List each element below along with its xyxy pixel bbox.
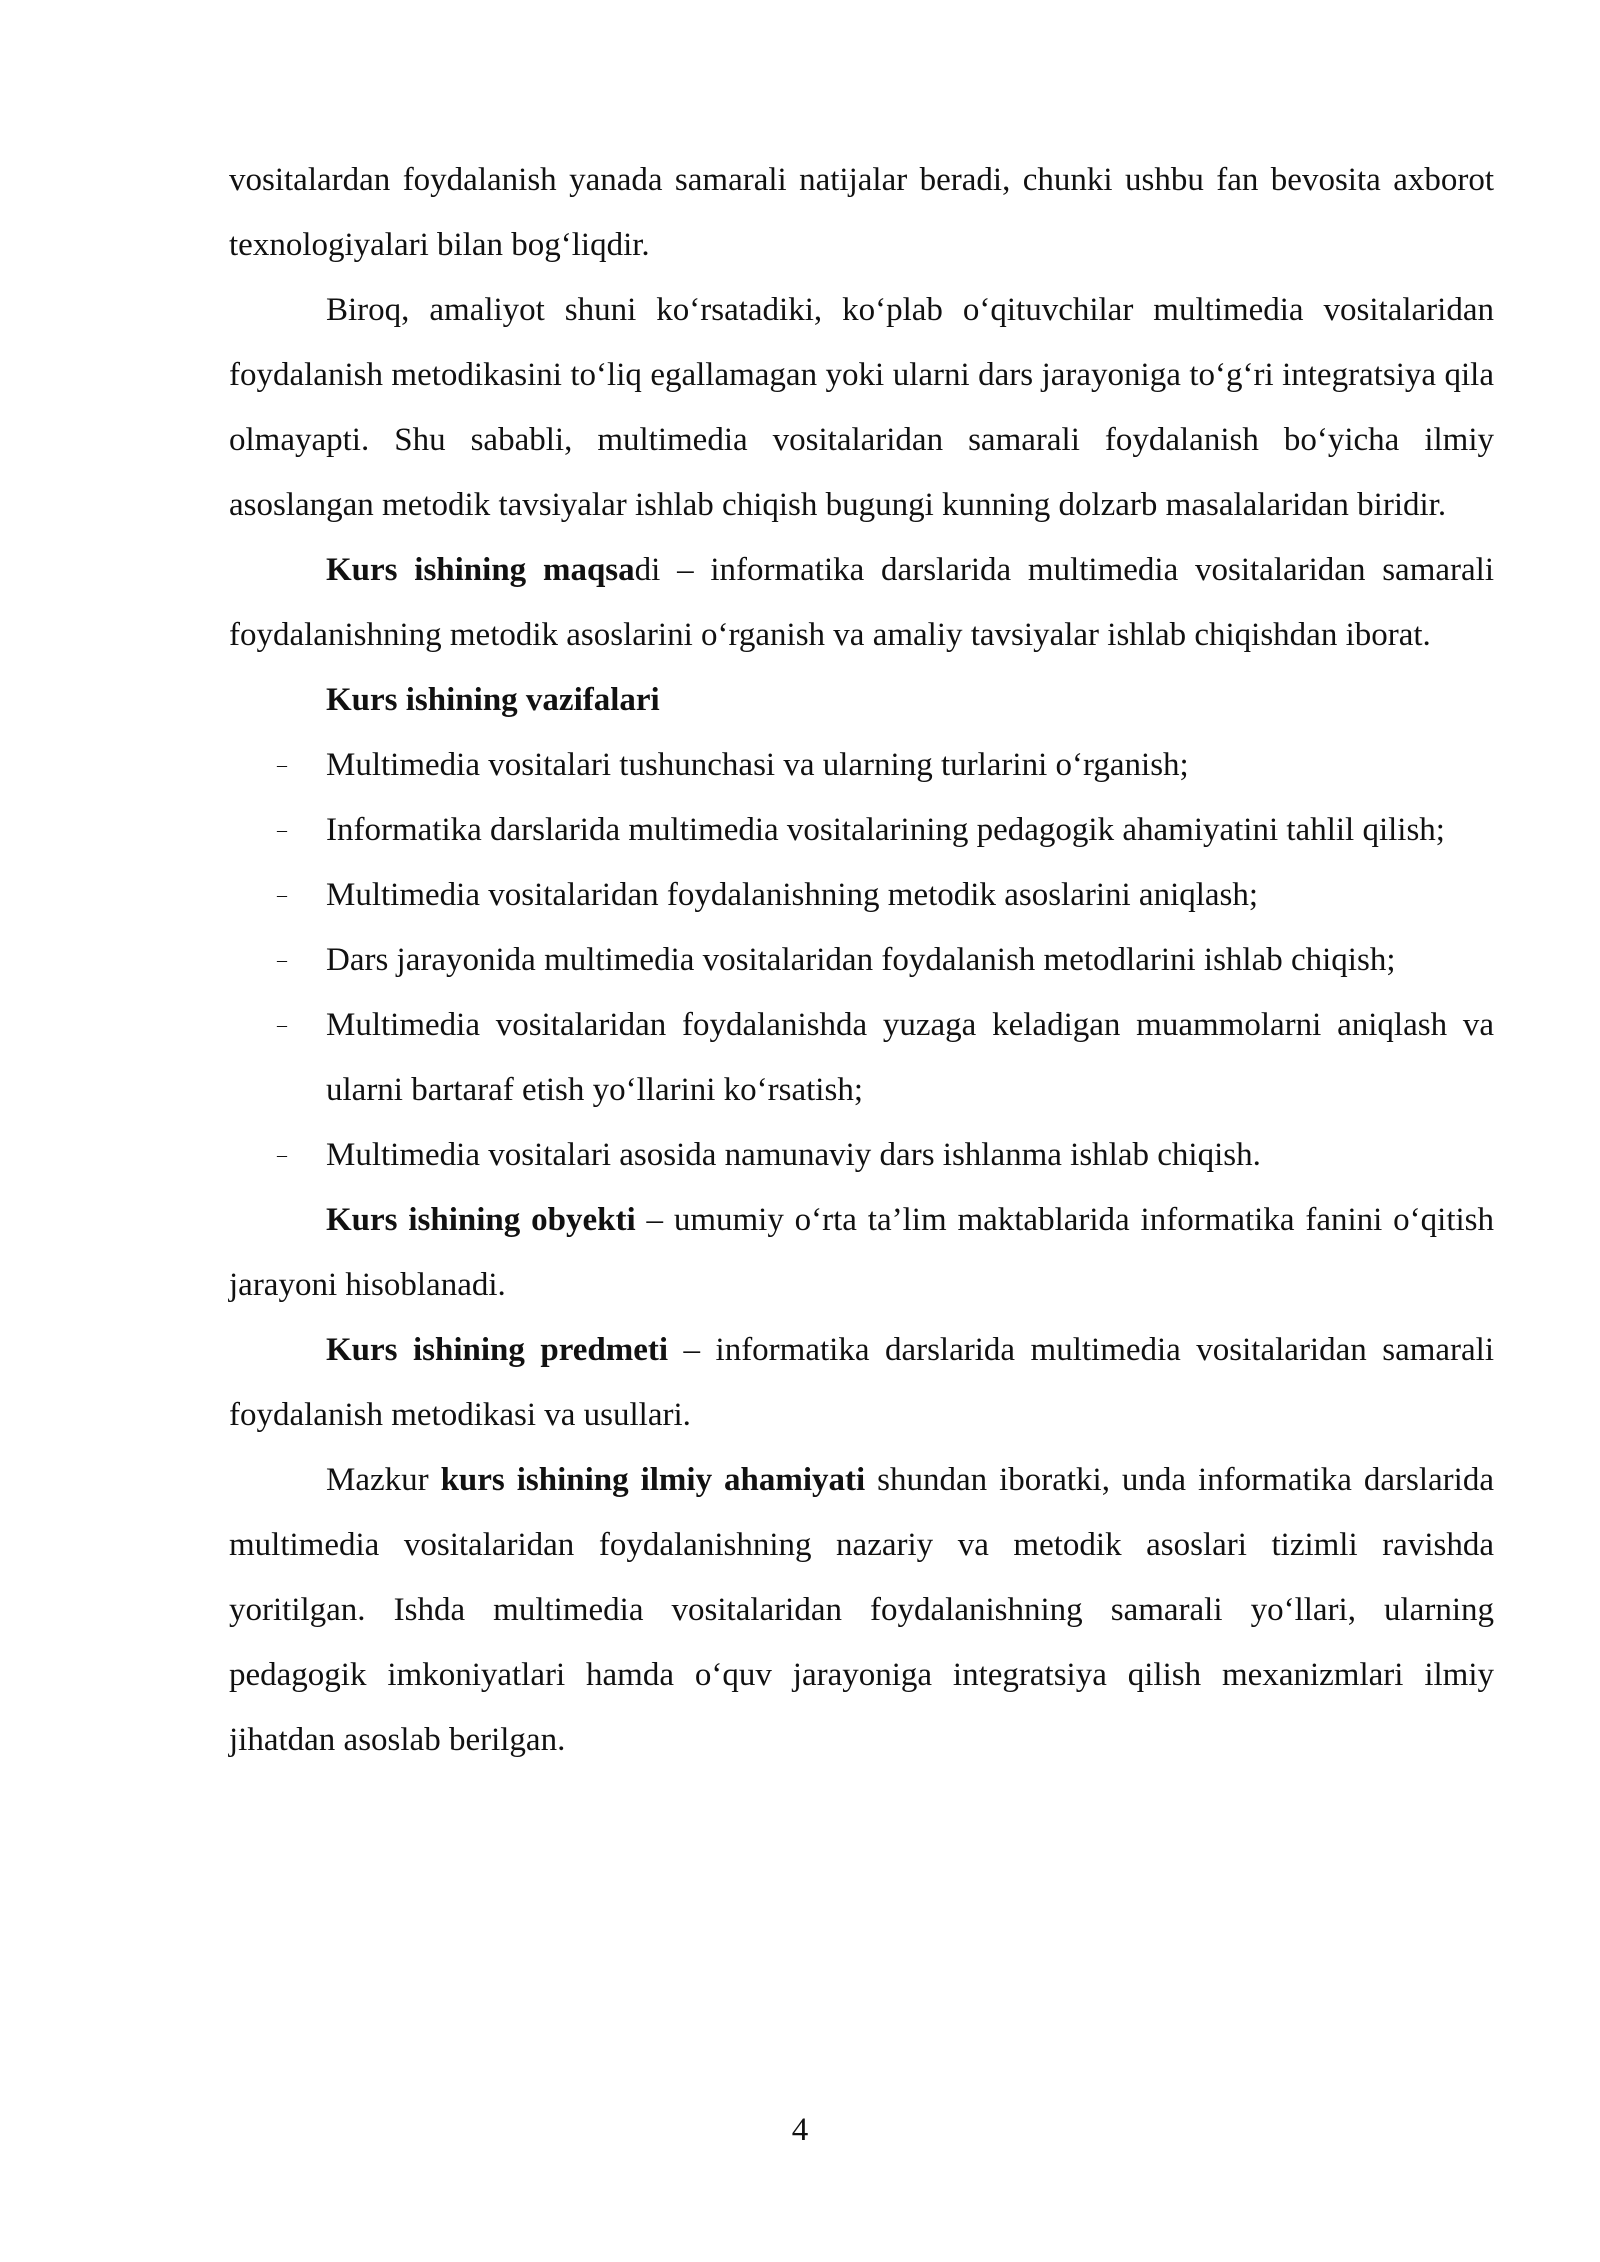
object-text: – umumiy o‘rta ta’lim maktablarida informatika fanini o‘qitish jarayoni hisoblanadi.: [229, 1202, 1494, 1303]
list-item: [229, 928, 1494, 993]
sci-label: kurs ishining ilmiy ahamiyati: [440, 1462, 866, 1498]
goal-label: Kurs ishining maqsa: [326, 552, 635, 588]
paragraph-problem: Biroq, amaliyot shuni ko‘rsatadiki, ko‘plab o‘qituvchilar multimedia vositalaridan foydalanish metodikasini to‘liq egallamagan yoki ularni dars jarayoniga to‘g‘ri integratsiya qila olmayapti. Shu sababli, multimedia vositalaridan samarali foydalanish bo‘yicha ilmiy asoslangan metodik tavsiyalar ishlab chiqish bugungi kunning dolzarb masalalaridan biridir.: [229, 292, 1494, 523]
paragraph-scientific-significance: [229, 1448, 1494, 1773]
paragraph-goal: [229, 538, 1494, 668]
paragraph-subject: [229, 1318, 1494, 1448]
list-item-text: Informatika darslarida multimedia vositalarining pedagogik ahamiyatini tahlil qilish;: [326, 812, 1445, 848]
list-item: [229, 993, 1494, 1123]
tasks-list: [229, 733, 1494, 1188]
dash-bullet: –: [277, 884, 287, 906]
list-item: [229, 798, 1494, 863]
dash-bullet: –: [277, 949, 287, 971]
subject-label: Kurs ishining predmeti: [326, 1332, 669, 1368]
list-item-text: Dars jarayonida multimedia vositalaridan foydalanish metodlarini ishlab chiqish;: [326, 942, 1396, 978]
paragraph-intro-continuation: vositalardan foydalanish yanada samarali natijalar beradi, chunki ushbu fan bevosita axborot texnologiyalari bilan bog‘liqdir.: [229, 162, 1494, 263]
list-item: [229, 1123, 1494, 1188]
object-label: Kurs ishining obyekti: [326, 1202, 636, 1238]
list-item: [229, 733, 1494, 798]
dash-bullet: –: [277, 1014, 287, 1036]
list-item-text: Multimedia vositalaridan foydalanishda yuzaga keladigan muammolarni aniqlash va ularni bartaraf etish yo‘llarini ko‘rsatish;: [326, 1007, 1494, 1108]
tasks-heading: Kurs ishining vazifalari: [326, 682, 660, 718]
list-item-text: Multimedia vositalari asosida namunaviy dars ishlanma ishlab chiqish.: [326, 1137, 1261, 1173]
document-page: [229, 148, 1494, 1773]
sci-text: shundan iboratki, unda informatika darslarida multimedia vositalaridan foydalanishning nazariy va metodik asoslari tizimli ravishda yoritilgan. Ishda multimedia vositalaridan foydalanishning samarali yo‘llari, ularning pedagogik imkoniyatlari hamda o‘quv jarayoniga integratsiya qilish mexanizmlari ilmiy jihatdan asoslab berilgan.: [229, 1462, 1494, 1758]
sci-prefix: Mazkur: [326, 1462, 441, 1498]
dash-bullet: –: [277, 819, 287, 841]
list-item-text: Multimedia vositalari tushunchasi va ularning turlarini o‘rganish;: [326, 747, 1189, 783]
goal-text: di – informatika darslarida multimedia vositalaridan samarali foydalanishning metodik asoslarini o‘rganish va amaliy tavsiyalar ishlab chiqishdan iborat.: [229, 552, 1494, 653]
subject-text: – informatika darslarida multimedia vositalaridan samarali foydalanish metodikasi va usullari.: [229, 1332, 1494, 1433]
paragraph-object: [229, 1188, 1494, 1318]
dash-bullet: –: [277, 1144, 287, 1166]
list-item: [229, 863, 1494, 928]
list-item-text: Multimedia vositalaridan foydalanishning metodik asoslarini aniqlash;: [326, 877, 1259, 913]
page-number: 4: [791, 2112, 809, 2148]
dash-bullet: –: [277, 754, 287, 776]
